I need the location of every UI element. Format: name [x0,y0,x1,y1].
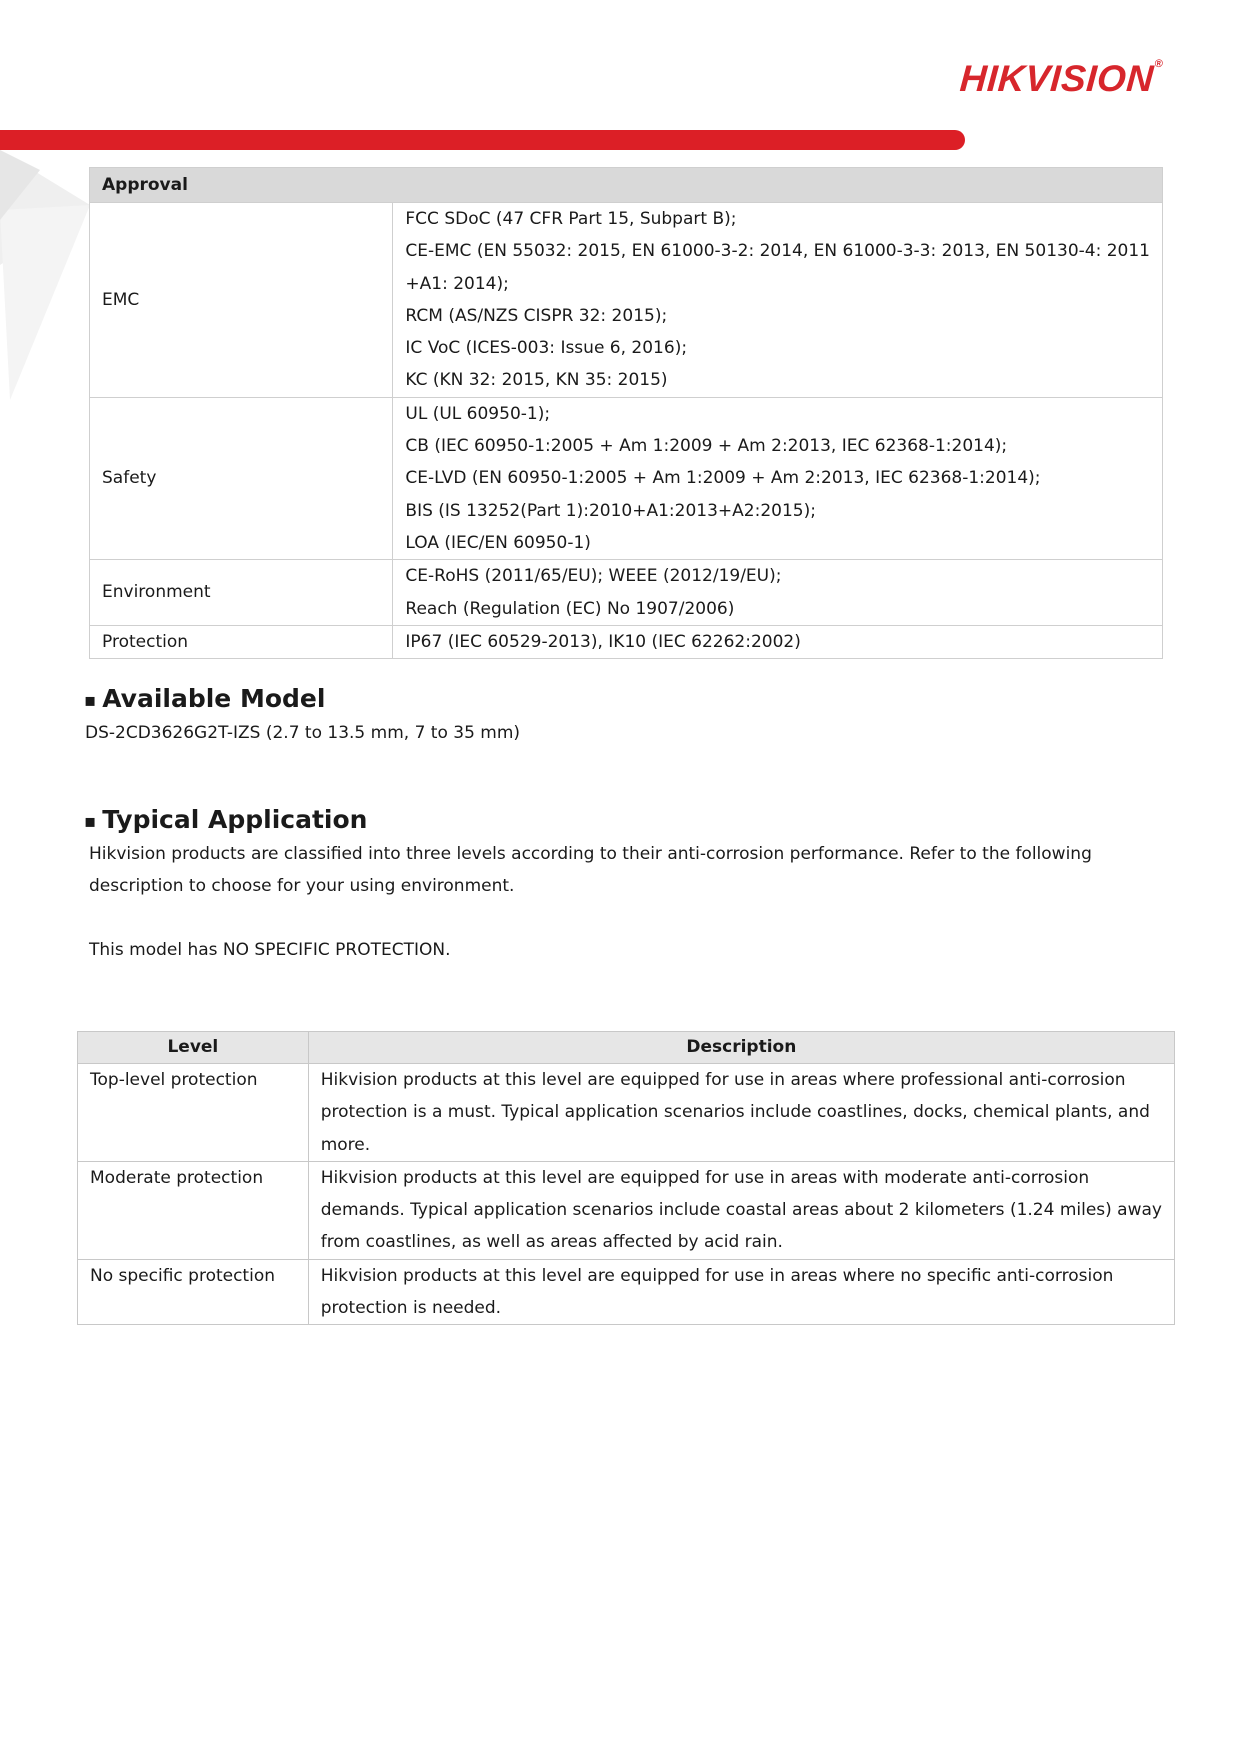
column-header-description: Description [308,1032,1174,1064]
approval-category: Protection [90,625,393,658]
approval-line: CE-LVD (EN 60950-1:2005 + Am 1:2009 + Am 2:2013, IEC 62368-1:2014); [405,468,1041,489]
description-line: from coastlines, as well as areas affected by acid rain. [320,1232,783,1253]
approval-line: UL (UL 60950-1); [405,403,551,424]
column-header-level: Level [78,1032,309,1064]
decorative-triangles [0,150,90,400]
approval-row-environment [90,560,1163,626]
approval-line: BIS (IS 13252(Part 1):2010+A1:2013+A2:2015); [405,500,816,521]
approval-values [393,625,1163,658]
approval-category: Safety [90,397,393,559]
approval-category: EMC [90,203,393,398]
approval-row-emc [90,203,1163,398]
bullet-icon: ▪ [84,810,97,832]
approval-line: CB (IEC 60950-1:2005 + Am 1:2009 + Am 2:2013, IEC 62368-1:2014); [405,436,1008,457]
approval-line: KC (KN 32: 2015, KN 35: 2015) [405,370,668,391]
description-line: protection is needed. [320,1298,502,1319]
approval-line: +A1: 2014); [405,273,509,294]
description-line: Hikvision products at this level are equipped for use in areas where no specific anti-corrosion [320,1265,1114,1286]
approval-values [393,203,1163,398]
approval-line: LOA (IEC/EN 60950-1) [405,532,591,553]
approval-line: RCM (AS/NZS CISPR 32: 2015); [405,305,668,326]
approval-line: IP67 (IEC 60529-2013), IK10 (IEC 62262:2002) [405,631,801,652]
available-model-text: DS-2CD3626G2T-IZS (2.7 to 13.5 mm, 7 to 35 mm) [85,723,521,743]
approval-values [393,560,1163,626]
typical-application-heading: ▪ Typical Application [84,805,368,834]
description-cell [308,1064,1174,1162]
approval-line: CE-RoHS (2011/65/EU); WEEE (2012/19/EU); [405,566,782,587]
approval-category: Environment [90,560,393,626]
level-cell: Moderate protection [78,1161,309,1259]
hikvision-logo: HIKVISION® [958,58,1164,99]
protection-note: This model has NO SPECIFIC PROTECTION. [89,940,451,960]
description-cell [308,1259,1174,1325]
typical-application-intro-line: Hikvision products are classified into three levels according to their anti-corrosion performance. Refer to the following [89,844,1092,864]
approval-line: FCC SDoC (47 CFR Part 15, Subpart B); [405,209,737,229]
approval-values [393,397,1163,559]
bullet-icon: ▪ [84,689,97,711]
approval-line: CE-EMC (EN 55032: 2015, EN 61000-3-2: 2014, EN 61000-3-3: 2013, EN 50130-4: 2011 [405,241,1150,262]
description-line: protection is a must. Typical application scenarios include coastlines, docks, chemical plants, and [320,1102,1150,1123]
level-cell: No specific protection [78,1259,309,1325]
description-line: demands. Typical application scenarios include coastal areas about 2 kilometers (1.24 miles) away [320,1200,1162,1221]
description-line: Hikvision products at this level are equipped for use in areas where professional anti-corrosion [320,1070,1126,1090]
typical-application-intro-line: description to choose for your using environment. [89,876,515,896]
description-line: more. [320,1134,371,1155]
protection-levels-table [77,1031,1175,1325]
approval-row-protection [90,625,1163,658]
level-cell: Top-level protection [78,1064,309,1162]
table-row [78,1259,1175,1325]
table-header-row [78,1032,1175,1064]
approval-table [89,167,1163,659]
approval-row-safety [90,397,1163,559]
description-cell [308,1161,1174,1259]
approval-line: IC VoC (ICES-003: Issue 6, 2016); [405,338,688,359]
available-model-heading: ▪ Available Model [84,684,326,713]
table-row [78,1161,1175,1259]
table-row [78,1064,1175,1162]
header-red-bar [0,130,965,150]
description-line: Hikvision products at this level are equipped for use in areas with moderate anti-corrosion [320,1167,1090,1188]
approval-line: Reach (Regulation (EC) No 1907/2006) [405,598,735,619]
approval-header: Approval [90,168,1163,203]
